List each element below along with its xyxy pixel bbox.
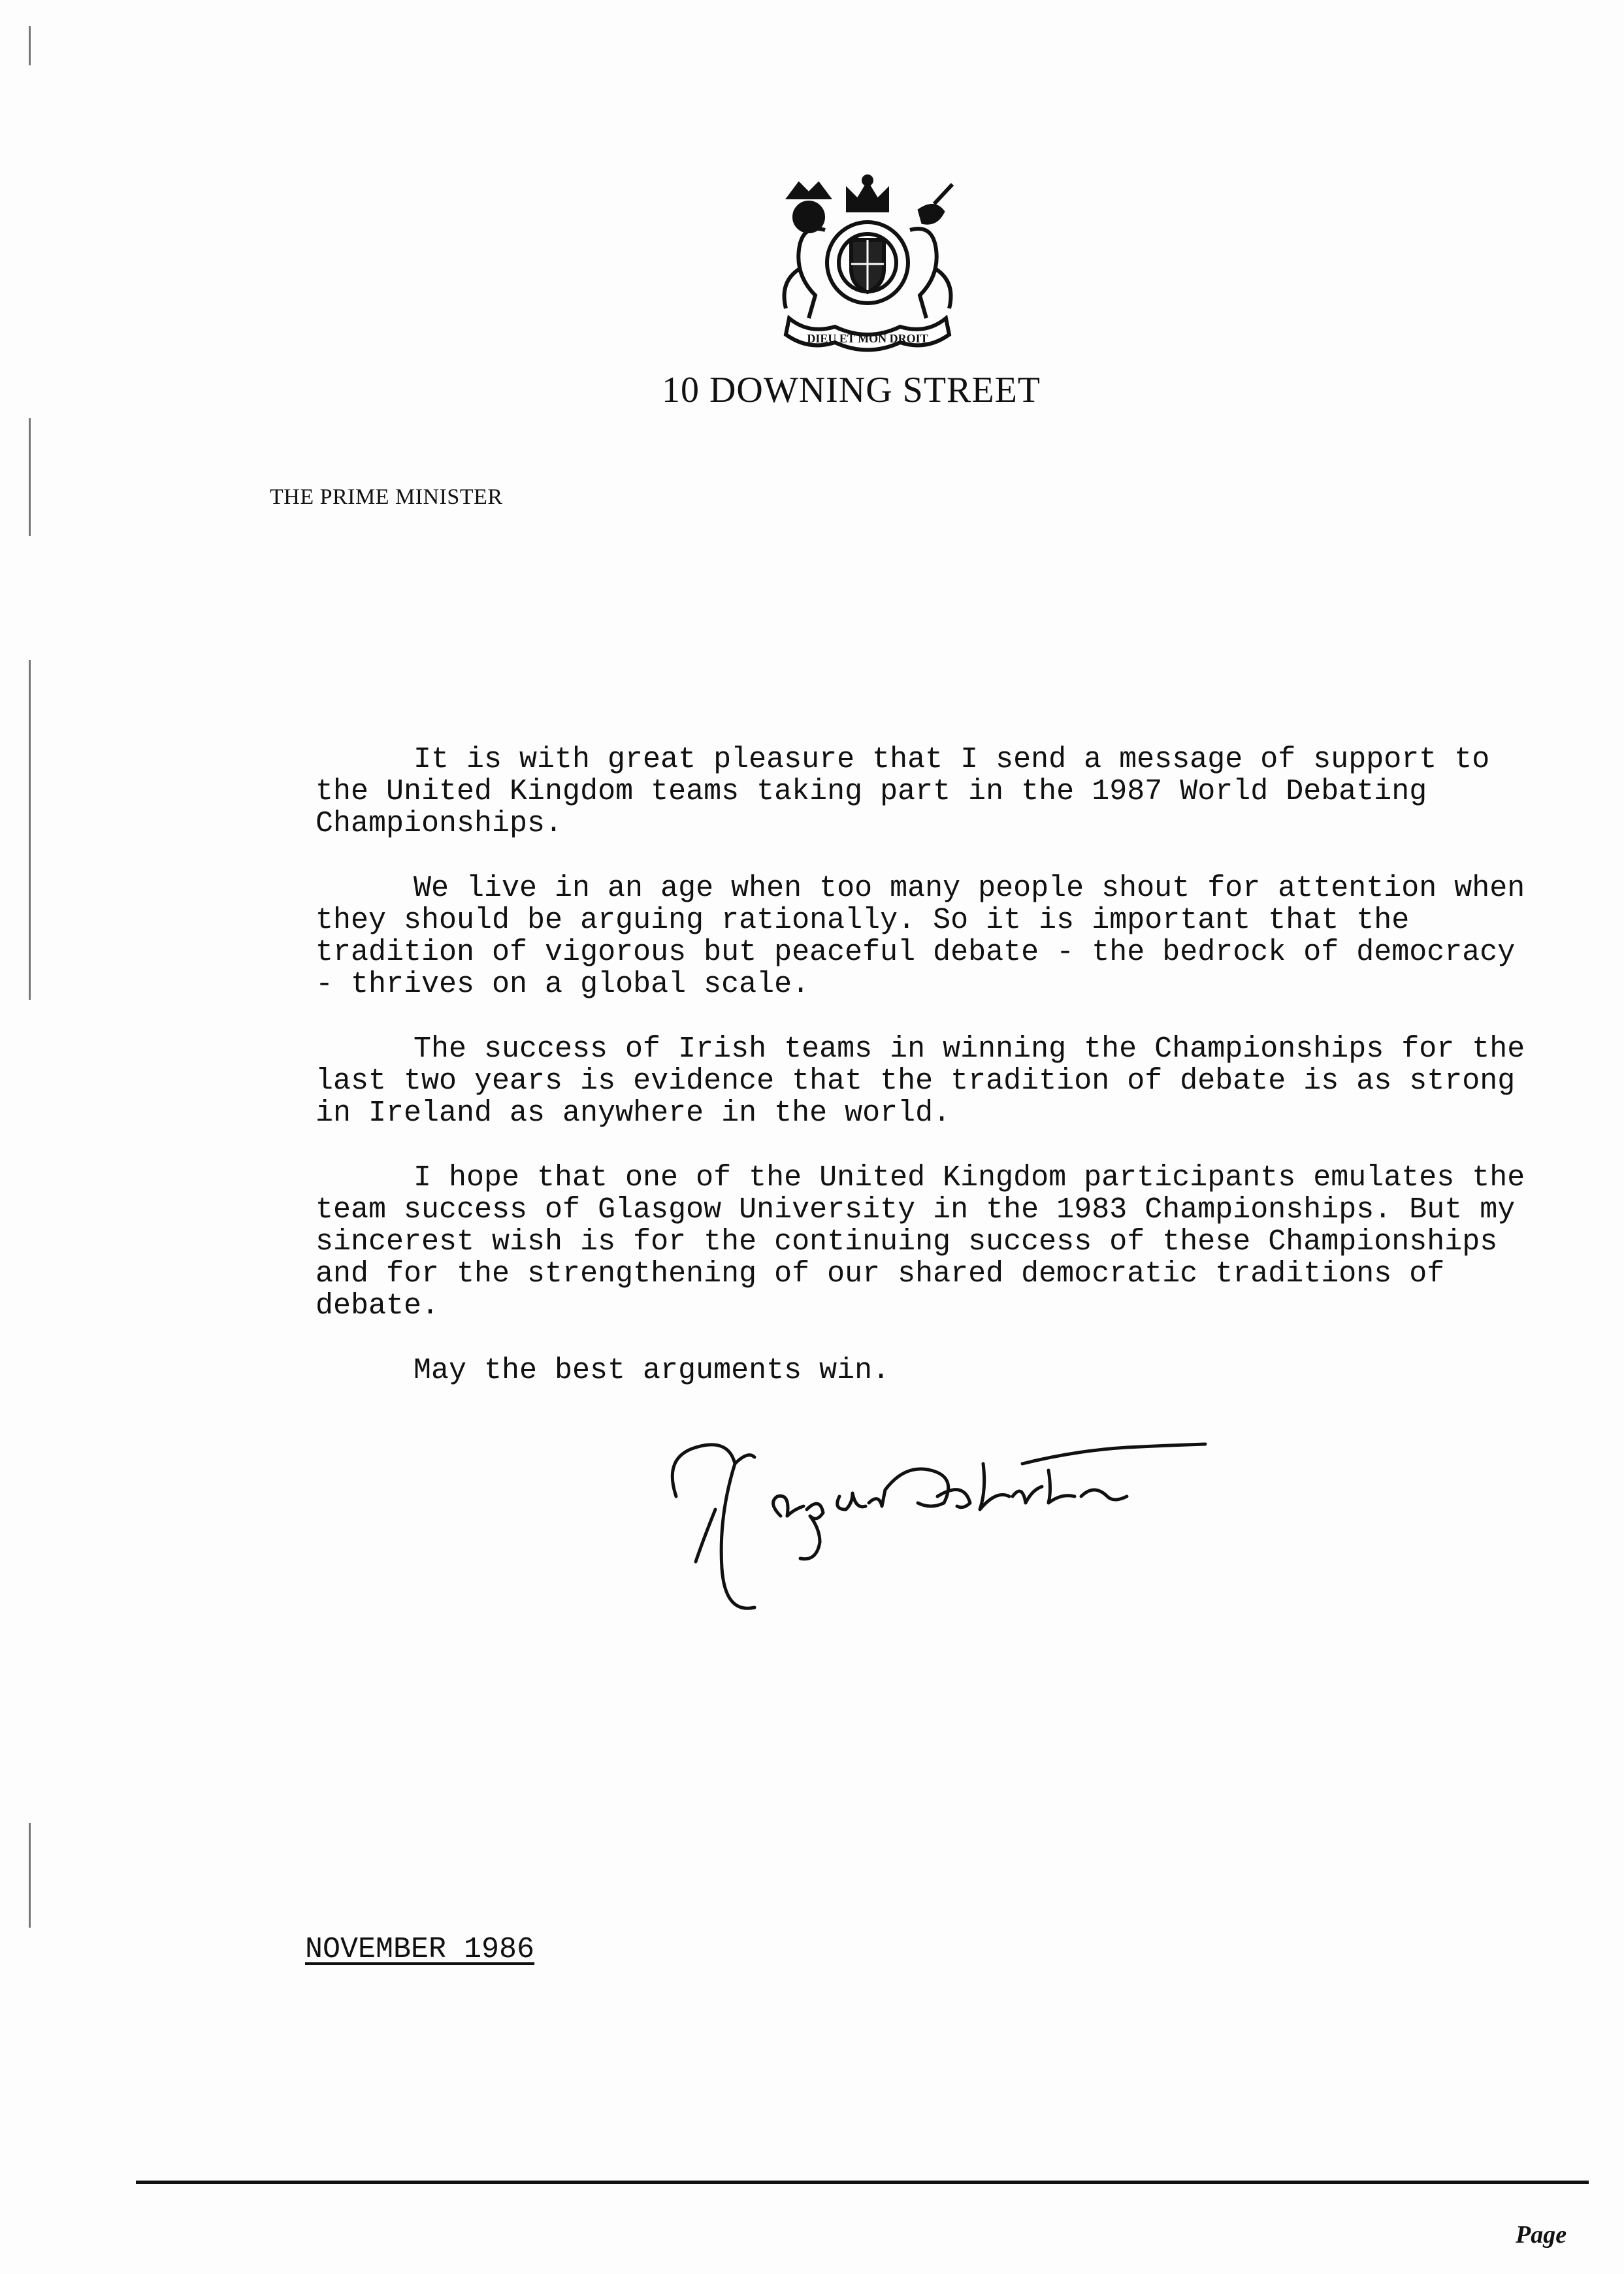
crest-motto: DIEU ET MON DROIT [807,332,928,345]
letterhead-office: THE PRIME MINISTER [270,485,503,509]
letter-date: NOVEMBER 1986 [305,1933,535,1966]
royal-coat-of-arms-icon [763,171,972,354]
footer-divider [136,2181,1589,2184]
scan-margin-mark [29,1823,31,1928]
scan-margin-mark [29,660,31,1000]
letter-paragraph-5: May the best arguments win. [414,1354,890,1387]
footer-page-label: Page [1516,2221,1567,2249]
scan-margin-mark [29,26,31,65]
letter-body [316,744,1531,1419]
letter-paragraph-1: It is with great pleasure that I send a message of support to the United Kingdom teams taking part in the 1987 World Debating Championships. [316,743,1490,840]
letterhead-address: 10 DOWNING STREET [661,370,1041,410]
scan-margin-mark [29,418,31,536]
letter-paragraph-3: The success of Irish teams in winning the Championships for the last two years is evidence that the tradition of debate is as strong in Ireland as anywhere in the world. [316,1032,1525,1130]
letter-paragraph-2: We live in an age when too many people shout for attention when they should be arguing rationally. So it is important that the tradition of vigorous but peaceful debate - the bedrock of democracy - thrives on a global scale. [316,872,1525,1001]
letter-paragraph-4: I hope that one of the United Kingdom participants emulates the team success of Glasgow University in the 1983 Championships. But my sincerest wish is for the continuing success of these Championships and for the strengthening of our shared democratic traditions of debate. [316,1161,1525,1323]
handwritten-signature [657,1411,1244,1647]
